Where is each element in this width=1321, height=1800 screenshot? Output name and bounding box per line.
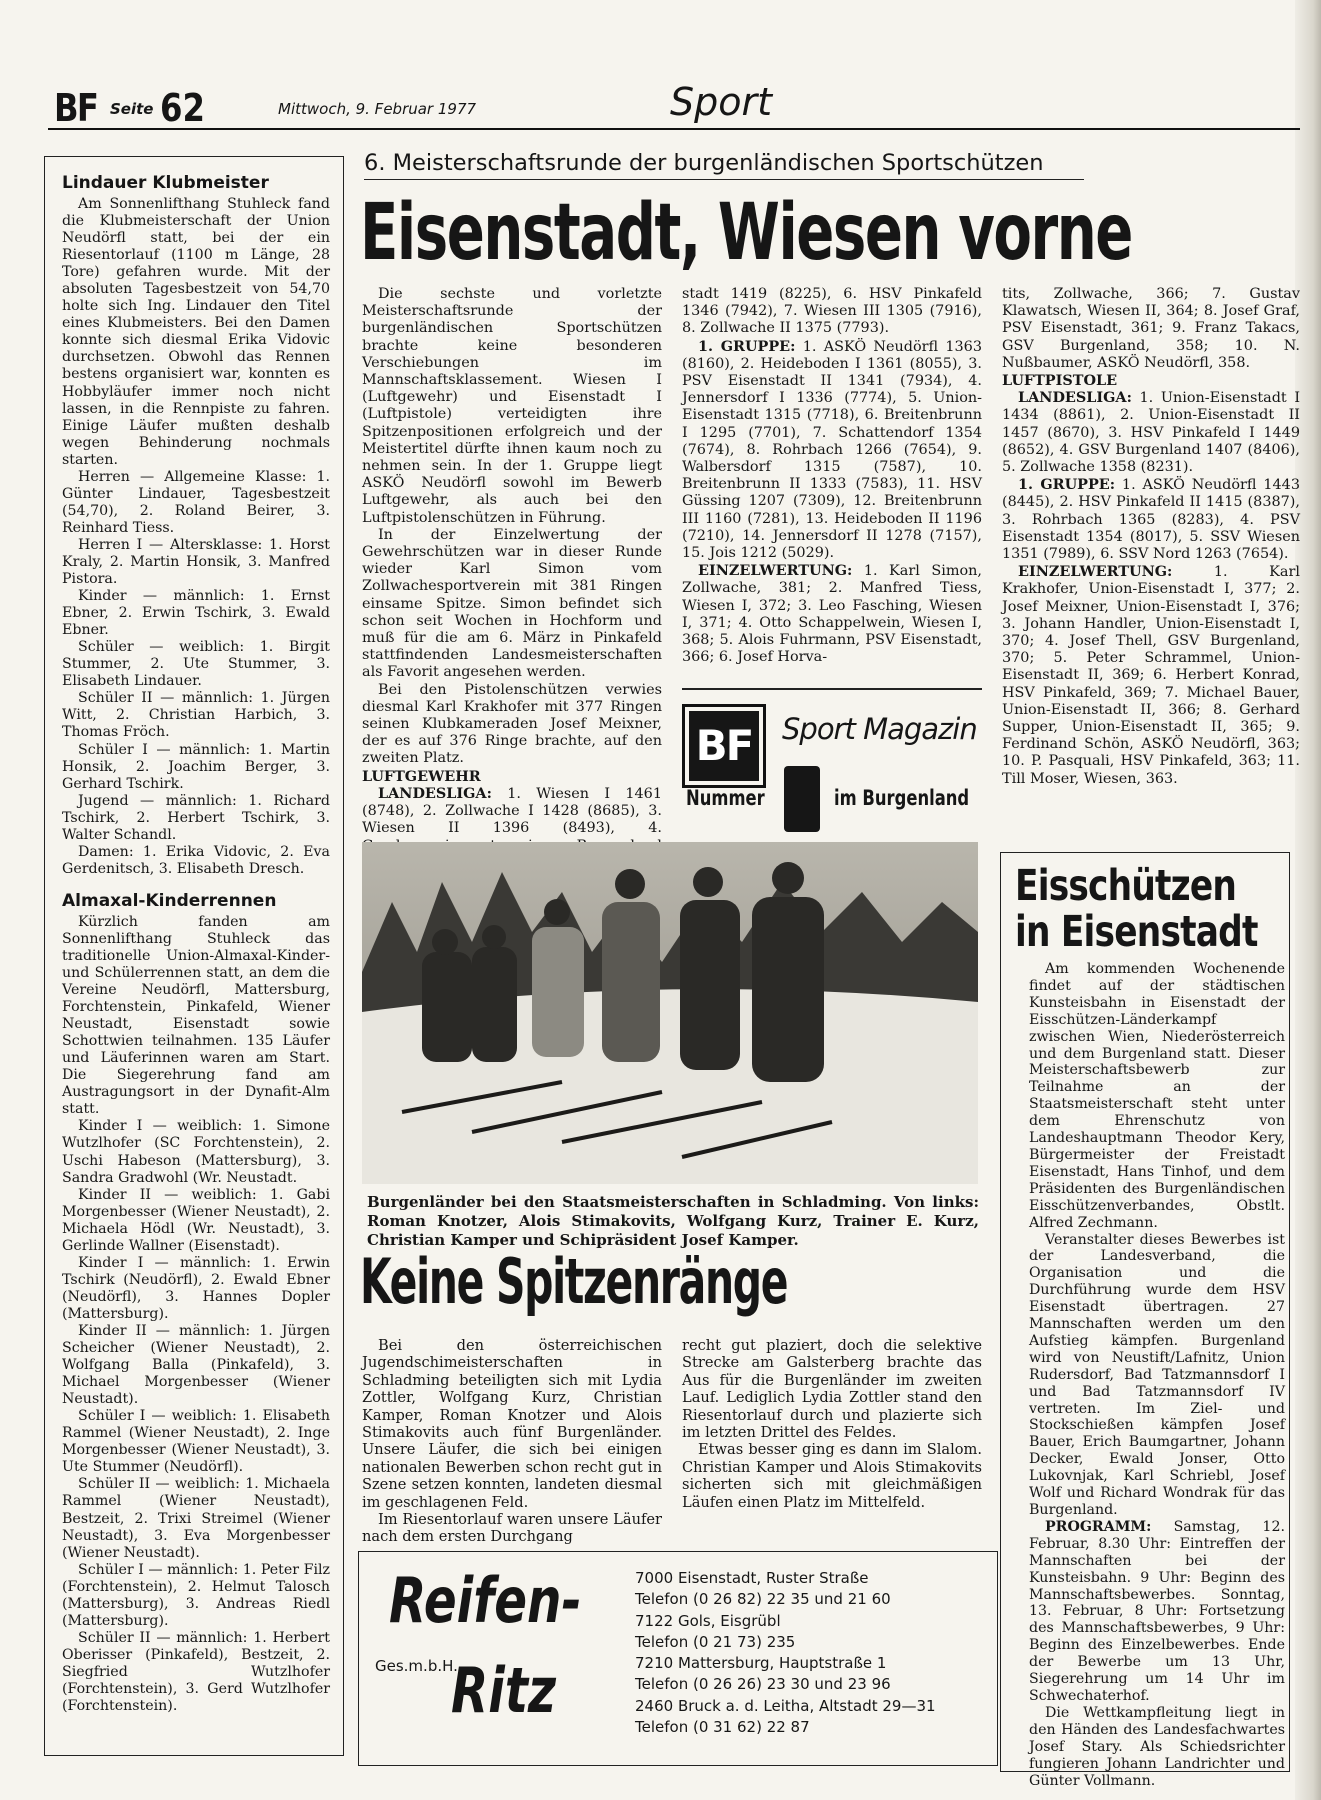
keine-column-2 <box>682 1337 982 1511</box>
eisschuetzen-headline-line1: Eisschützen <box>1015 861 1237 911</box>
results-label: EINZELWERTUNG: <box>1018 563 1173 581</box>
article-column-1 <box>362 286 662 872</box>
almaxal-paragraph: Kürzlich fanden am Sonnenlifthang Stuhleck das traditionelle Union-Almaxal-Kinder- und Schülerrennen statt, an dem die Vereine Neudörfl, Mattersburg, Forchtenstein, Pinkafeld, Wiener Neustadt, Eisenstadt sowie Schottwien teilnahmen. 135 Läufer und Läuferinnen waren am Start. Die Siegerehrung fand am Austragungsort in der Dynafit-Alm statt. <box>62 913 330 1118</box>
reifen-name-line2: Ritz <box>451 1654 557 1727</box>
results-text: 1. Wiesen I 1461 (8748), 2. Zollwache I 1428 (8685), 3. Wiesen II 1396 (8493), 4. <box>362 785 662 837</box>
lindauer-heading: Lindauer Klubmeister <box>62 173 269 193</box>
result-line: Herren — Allgemeine Klasse: 1. Günter Lindauer, Tagesbestzeit (54,70), 2. Roland Beirer, 3. Reinhard Tiess. <box>62 468 330 536</box>
eis-paragraph: Veranstalter dieses Bewerbes ist der Landesverband, die Organisation und die Durchführung wurde dem HSV Eisenstadt übertragen. 27 Mannschaften werden um den Aufstieg kämpfen. Burgenland wird von Neustift/Lafnitz, Union Rudersdorf, Bad Tatzmannsdorf I und Bad Tatzmannsdorf IV vertreten. Im Ziel- und Stockschießen kämpfen Josef Bauer, Erich Baumgartner, Johann Decker, Ewald Jonser, Otto Lukovnjak, Karl Schriebl, Josef Wolf und Richard Wondrak für das Burgenland. <box>1029 1231 1285 1518</box>
header-logo: BF <box>54 86 98 130</box>
result-line: Damen: 1. Erika Vidovic, 2. Eva Gerdenitsch, 3. Elisabeth Dresch. <box>62 843 330 877</box>
result-line: Kinder I — weiblich: 1. Simone Wutzlhofer (SC Forchtenstein), 2. Uschi Habeson (Mattersburg), 3. Sandra Gradwohl (Wr. Neustadt. <box>62 1118 330 1186</box>
result-line: Herren I — Altersklasse: 1. Horst Kraly, 2. Martin Honsik, 3. Manfred Pistora. <box>62 536 330 588</box>
keine-headline: Keine Spitzenränge <box>360 1245 788 1318</box>
results-text: 1. Karl Simon, Zollwache, 381; 2. Manfred Tiess, Wiesen I, 372; 3. Leo Fasching, Wiesen I, 371; 4. Otto Schappelwein, Wiesen I, 368; 5. Alois Fuhrmann, PSV Eisenstadt, 366; 6. Josef Horva- <box>682 563 982 666</box>
address-line: 7000 Eisenstadt, Ruster Straße <box>635 1569 869 1587</box>
result-line: Schüler — weiblich: 1. Birgit Stummer, 2. Ute Stummer, 3. Elisabeth Lindauer. <box>62 639 330 690</box>
reifen-ritz-ad <box>358 1551 998 1766</box>
programm-text: Samstag, 12. Februar, 8.30 Uhr: Eintreffen der Mannschaften bei der Kunsteisbahn. 9 Uhr: Beginn des Mannschaftsbewerbes. Sonntag, 13. Februar, 8 Uhr: Fortsetzung des Mannschaftsbewerbes, 9 Uhr: Beginn des Einzelbewerbes. Ende der Bewerbe um 13 Uhr, Siegerehrung um 14 Uhr im Schwechaterhof. <box>1029 1518 1285 1704</box>
eisschuetzen-box <box>1000 852 1290 1789</box>
result-line: Schüler I — männlich: 1. Martin Honsik, 2. Joachim Berger, 3. Gerhard Tschirk. <box>62 741 330 792</box>
luftpistole-heading: LUFTPISTOLE <box>1002 372 1118 390</box>
eisschuetzen-headline <box>1015 861 1258 957</box>
photo-illustration <box>362 842 978 1184</box>
ad-nummer: Nummer <box>686 786 765 810</box>
results-label: EINZELWERTUNG: <box>698 562 853 580</box>
result-line: Schüler I — männlich: 1. Peter Filz (Forchtenstein), 2. Helmut Talosch (Mattersburg), 3. Andreas Riedl (Mattersburg). <box>62 1561 330 1629</box>
results-label: 1. GRUPPE: <box>698 337 796 355</box>
photo-caption: Burgenländer bei den Staatsmeisterschaften in Schladming. Von links: Roman Knotzer, Alois Stimakovits, Wolfgang Kurz, Trainer E. Kurz, Christian Kamper und Schipräsident Josef Kamper. <box>367 1193 979 1249</box>
phone-line: Telefon (0 21 73) 235 <box>635 1632 796 1651</box>
keine-paragraph: Im Riesentorlauf waren unsere Läufer nach dem ersten Durchgang <box>362 1511 662 1546</box>
result-line: Kinder — männlich: 1. Ernst Ebner, 2. Erwin Tschirk, 3. Ewald Ebner. <box>62 588 330 639</box>
ad-number-one-icon <box>784 766 820 832</box>
almaxal-heading: Almaxal-Kinderrennen <box>62 890 277 911</box>
results-label: LANDESLIGA: <box>1018 389 1132 407</box>
article-paragraph: In der Einzelwertung der Gewehrschützen war in dieser Runde wieder Karl Simon vom Zollwachesportverein mit 381 Ringen einsame Spitze. Simon befindet sich schon seit Wochen in Hochform und muß für die am 6. März in Pinkafeld stattfindenden Landesmeisterschaften als Favorit angesehen werden. <box>362 526 662 681</box>
results-text: 1. ASKÖ Neudörfl 1443 (8445), 2. HSV Pinkafeld II 1415 (8387), 3. Rohrbach 1365 (8283), 4. PSV Eisenstadt 1354 (8017), 5. SSV Wiesen 1351 (7989), 6. SSV Nord 1263 (7654). <box>1002 477 1300 563</box>
result-line: Jugend — männlich: 1. Richard Tschirk, 2. Herbert Tschirk, 3. Walter Schandl. <box>62 792 330 843</box>
keine-paragraph: recht gut plaziert, doch die selektive Strecke am Galsterberg brachte das Aus für die Burgenländer im zweiten Lauf. Lediglich Lydia Zottler stand den Riesentorlauf durch und plazierte sich im letzten Drittel des Feldes. <box>682 1337 982 1442</box>
lindauer-paragraph: Am Sonnenlifthang Stuhleck fand die Klubmeisterschaft der Union Neudörfl statt, bei der ein Riesentorlauf (1100 m Länge, 28 Tore) gefahren wurde. Mit der absoluten Tagesbestzeit von 54,70 holte sich Ing. Lindauer den Titel eines Klubmeisters. Bei den Damen konnte sich diesmal Erika Vidovic durchsetzen. Obwohl das Rennen bestens organisiert war, konnten es Hobbyläufer immer noch nicht lassen, in die Rennpiste zu fahren. Einige Läufer mußten deshalb wegen Behinderung nochmals starten. <box>62 196 330 468</box>
results-text: tits, Zollwache, 366; 7. Gustav Klawatsch, Wiesen II, 364; 8. Josef Graf, PSV Eisenstadt, 361; 9. Franz Takacs, GSV Burgenland, 358; 10. N. Nußbaumer, ASKÖ Neudörfl, 358. <box>1002 286 1300 371</box>
result-line: Schüler I — weiblich: 1. Elisabeth Rammel (Wiener Neustadt), 2. Inge Morgenbesser (Wiener Neustadt), 3. Ute Stummer (Neudörfl). <box>62 1408 330 1476</box>
results-text: 1. Union-Eisenstadt I 1434 (8861), 2. Union-Eisenstadt II 1457 (8670), 3. HSV Pinkafeld I 1449 (8652), 4. GSV Burgenland 1407 (8406), 5. Zollwache 1358 (8231). <box>1002 390 1300 476</box>
page-edge-shadow <box>1295 0 1321 1800</box>
sport-magazin-ad <box>682 688 982 838</box>
results-text: 1. ASKÖ Neudörfl 1363 (8160), 2. Heideboden I 1361 (8055), 3. PSV Eisenstadt II 1341 (7934), 4. Jennersdorf I 1336 (7774), 5. Union-Eisenstadt 1315 (7718), 6. Breitenbrunn I 1295 (7701), 7. Schattendorf 1354 (7674), 8. Rohrbach 1266 (7654), 9. Walbersdorf 1315 (7587), 10. Breitenbrunn II 1333 (7583), 11. HSV Güssing 1207 (7309), 12. Breitenbrunn III 1160 (7281), 13. Heideboden II 1196 (7210), 14. Jennersdorf II 1278 (7157), 15. Jois 1212 (5029). <box>682 338 982 562</box>
page-header <box>48 78 1300 130</box>
results-label: 1. GRUPPE: <box>1018 476 1116 494</box>
eisschuetzen-headline-line2: in Eisenstadt <box>1015 907 1258 957</box>
ad-rule <box>682 688 982 690</box>
reifen-name-line1: Reifen- <box>389 1564 582 1637</box>
address-line: 7122 Gols, Eisgrübl <box>635 1611 781 1630</box>
article-headline: Eisenstadt, Wiesen vorne <box>360 188 1132 278</box>
left-column <box>62 168 330 1715</box>
article-paragraph: Die sechste und vorletzte Meisterschaftsrunde der burgenländischen Sportschützen brachte keine besonderen Verschiebungen im Mannschaftsklassement. Wiesen I (Luftgewehr) und Eisenstadt I (Luftpistole) verteidigten ihre Spitzenpositionen erfolgreich und der Meistertitel dürfte ihnen kaum noch zu nehmen sein. In der 1. Gruppe liegt ASKÖ Neudörfl sowohl im Bewerb Luftgewehr, als auch bei den Luftpistolenschützen in Führung. <box>362 286 662 526</box>
header-seite-label: Seite <box>110 100 154 118</box>
result-line: Kinder II — männlich: 1. Jürgen Scheicher (Wiener Neustadt), 2. Wolfgang Balla (Pinkafeld), 3. Michael Morgenbesser (Wiener Neustadt). <box>62 1323 330 1408</box>
keine-paragraph: Etwas besser ging es dann im Slalom. Christian Kamper und Alois Stimakovits sicherten sich mit gleichmäßigen Läufen einen Platz im Mittelfeld. <box>682 1441 982 1511</box>
header-date: Mittwoch, 9. Februar 1977 <box>278 100 477 118</box>
article-kicker: 6. Meisterschaftsrunde der burgenländischen Sportschützen <box>364 150 1084 180</box>
eis-paragraph: Die Wettkampfleitung liegt in den Händen des Landesfachwartes Josef Stary. Als Schiedsrichter fungieren Johann Landrichter und Günter Vollmann. <box>1029 1704 1285 1789</box>
luftgewehr-heading: LUFTGEWEHR <box>362 767 481 785</box>
programm-label: PROGRAMM: <box>1045 1518 1152 1535</box>
eis-paragraph: Am kommenden Wochenende findet auf der städtischen Kunsteisbahn in Eisenstadt der Eisschützen-Länderkampf zwischen Wien, Niederösterreich und dem Burgenland statt. Dieser Meisterschaftsbewerb zur Teilnahme an der Staatsmeisterschaft steht unter dem Ehrenschutz von Landeshauptmann Theodor Kery, Bürgermeister der Freistadt Eisenstadt, Hans Tinhof, und dem Präsidenten des Burgenländischen Eisschützenverbandes, Obstlt. Alfred Zechmann. <box>1029 961 1285 1231</box>
address-line: 2460 Bruck a. d. Leitha, Altstadt 29—31 <box>635 1696 936 1715</box>
result-line: Schüler II — männlich: 1. Herbert Oberisser (Pinkafeld), Bestzeit, 2. Siegfried Wutzlhofer (Forchtenstein), 3. Gerd Wutzlhofer (Forchtenstein). <box>62 1629 330 1715</box>
ad-im-burgenland: im Burgenland <box>834 786 970 810</box>
header-page-number: 62 <box>160 86 205 130</box>
result-line: Schüler II — weiblich: 1. Michaela Rammel (Wiener Neustadt), Bestzeit, 2. Trixi Streimel (Wiener Neustadt), 3. Eva Morgenbesser (Wiener Neustadt). <box>62 1476 330 1561</box>
address-line: 7210 Mattersburg, Hauptstraße 1 <box>635 1654 887 1673</box>
ski-team-photo <box>362 842 978 1184</box>
article-column-2 <box>682 286 982 666</box>
reifen-gesmbh: Ges.m.b.H. <box>375 1657 458 1675</box>
keine-column-1 <box>362 1337 662 1546</box>
keine-paragraph: Bei den österreichischen Jugendschimeisterschaften in Schladming beteiligten sich mit Lydia Zottler, Wolfgang Kurz, Christian Kamper, Roman Knotzer und Alois Stimakovits auch fünf Burgenländer. Unsere Läufer, die sich bei einigen nationalen Bewerben schon recht gut in Szene setzen konnten, landeten diesmal im geschlagenen Feld. <box>362 1337 662 1511</box>
article-column-3 <box>1002 286 1300 788</box>
result-line: Kinder I — männlich: 1. Erwin Tschirk (Neudörfl), 2. Ewald Ebner (Neudörfl), 3. Hannes Dopler (Mattersburg). <box>62 1254 330 1322</box>
results-label: LANDESLIGA: <box>378 784 492 802</box>
results-text: 1. Karl Krakhofer, Union-Eisenstadt I, 377; 2. Josef Meixner, Union-Eisenstadt I, 376; 3. Johann Handler, Union-Eisenstadt I, 370; 4. Josef Thell, GSV Burgenland, 370; 5. Peter Schrammel, Union-Eisenstadt II, 369; 6. Herbert Konrad, HSV Pinkafeld, 369; 7. Michael Bauer, Union-Eisenstadt II, 366; 8. Gerhard Supper, Union-Eisenstadt II, 365; 9. Ferdinand Schön, ASKÖ Neudörfl, 363; 10. P. Pasquali, HSV Pinkafeld, 363; 11. Till Moser, Wiesen, 363. <box>1002 564 1300 787</box>
results-text: stadt 1419 (8225), 6. HSV Pinkafeld 1346 (7942), 7. Wiesen III 1305 (7916), 8. Zollwache II 1375 (7793). <box>682 286 982 337</box>
phone-line: Telefon (0 26 82) 22 35 und 21 60 <box>635 1590 891 1609</box>
ad-bf-logo: BF <box>682 704 766 788</box>
article-paragraph: Bei den Pistolenschützen verwies diesmal Karl Krakhofer mit 377 Ringen seinen Klubkameraden Josef Meixner, der es auf 376 Ringe brachte, auf den zweiten Platz. <box>362 681 662 767</box>
header-section: Sport <box>670 80 773 124</box>
phone-line: Telefon (0 31 62) 22 87 <box>635 1718 810 1737</box>
result-line: Kinder II — weiblich: 1. Gabi Morgenbesser (Wiener Neustadt), 2. Michaela Hödl (Wr. Neustadt), 3. Gerlinde Wallner (Eisenstadt). <box>62 1186 330 1254</box>
ad-magazine-title: Sport Magazin <box>782 712 977 746</box>
reifen-addresses <box>635 1568 936 1738</box>
eisschuetzen-body <box>1029 961 1285 1789</box>
phone-line: Telefon (0 26 26) 23 30 und 23 96 <box>635 1675 891 1694</box>
result-line: Schüler II — männlich: 1. Jürgen Witt, 2. Christian Harbich, 3. Thomas Fröch. <box>62 690 330 741</box>
